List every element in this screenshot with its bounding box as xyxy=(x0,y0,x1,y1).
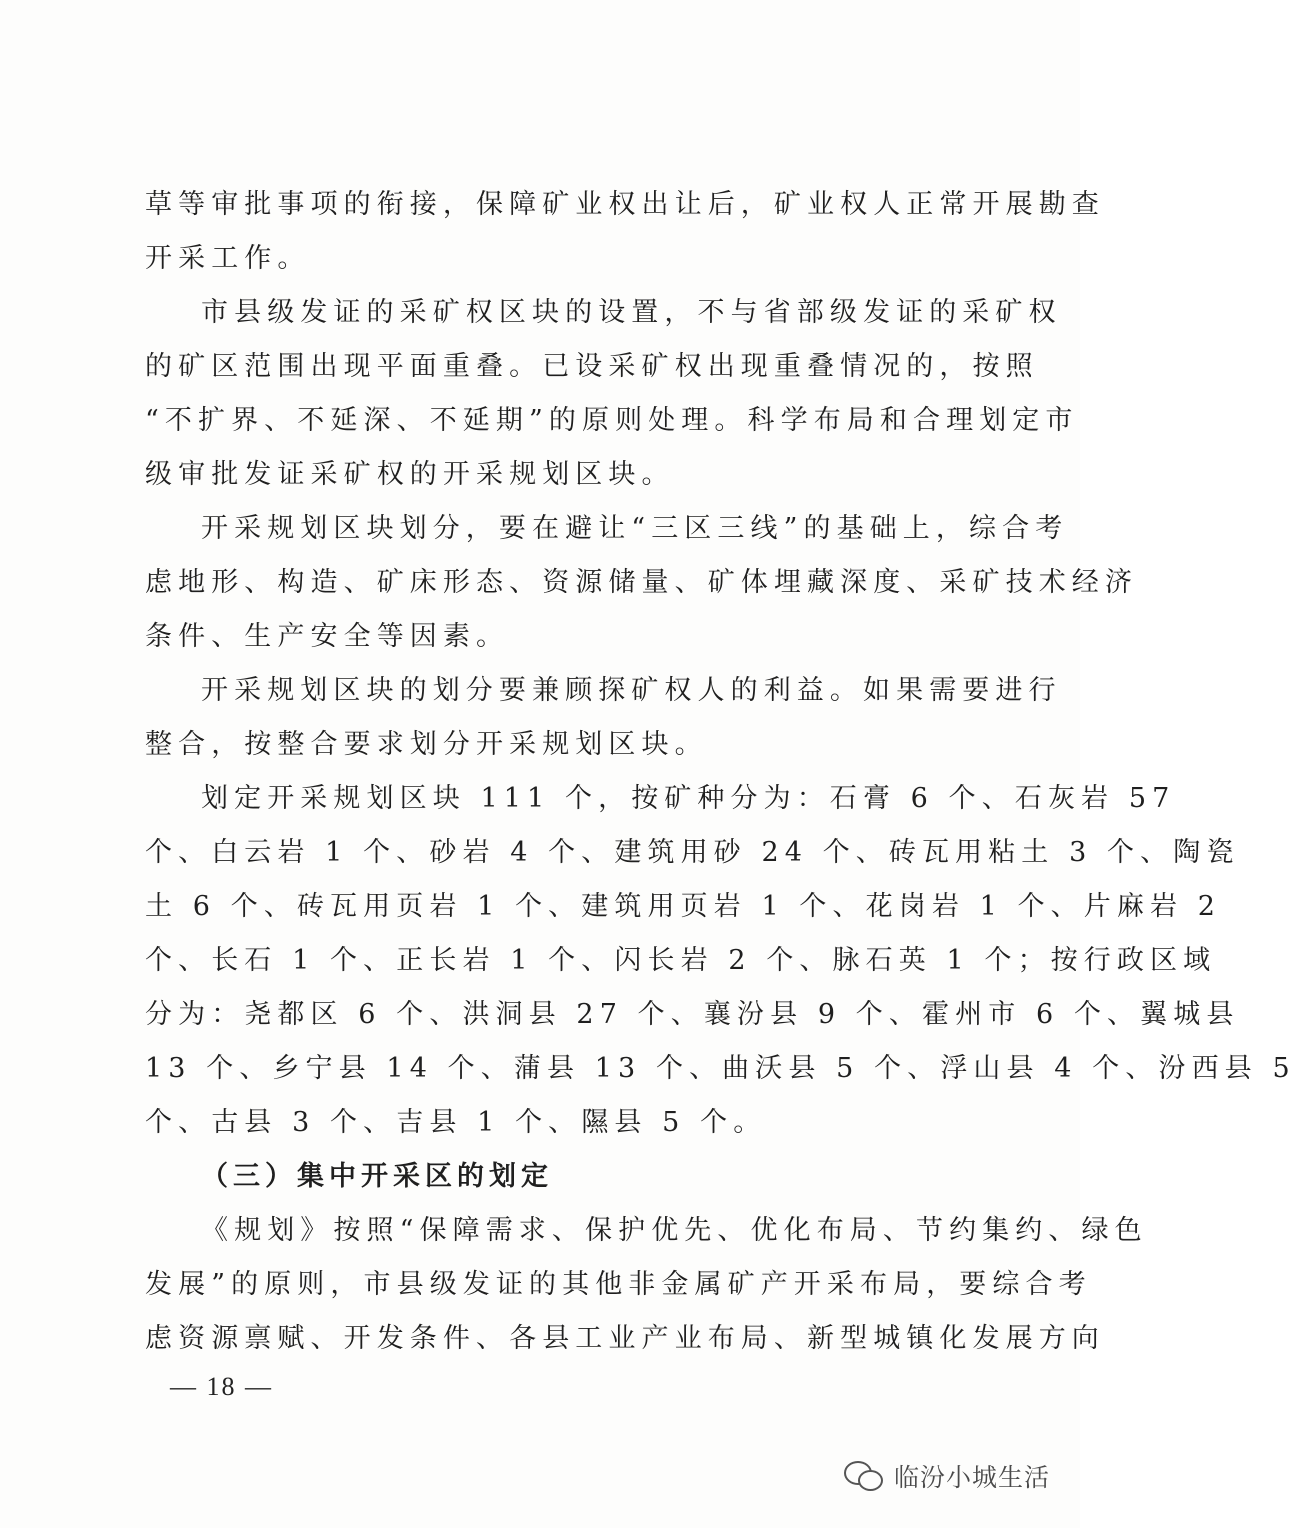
p2-line4: 级审批发证采矿权的开采规划区块。 xyxy=(145,459,675,490)
p5-line6: 13 个、乡宁县 14 个、蒲县 13 个、曲沃县 5 个、浮山县 4 个、汾西县 5 xyxy=(145,1053,1296,1084)
watermark-text: 临汾小城生活 xyxy=(893,1463,1050,1492)
wechat-icon xyxy=(844,1459,884,1493)
p2-line3: “不扩界、不延深、不延期”的原则处理。科学布局和合理划定市 xyxy=(145,405,1079,436)
p5-line7: 个、古县 3 个、吉县 1 个、隰县 5 个。 xyxy=(145,1107,767,1138)
p2-line1: 市县级发证的采矿权区块的设置，不与省部级发证的采矿权 xyxy=(201,297,1062,328)
p5-line4: 个、长石 1 个、正长岩 1 个、闪长岩 2 个、脉石英 1 个；按行政区域 xyxy=(145,945,1217,976)
p6-line2: 发展”的原则，市县级发证的其他非金属矿产开采布局，要综合考 xyxy=(145,1269,1092,1300)
p3-line1: 开采规划区块划分，要在避让“三区三线”的基础上，综合考 xyxy=(201,513,1069,544)
watermark xyxy=(844,1458,1050,1494)
p1-line1: 草等审批事项的衔接，保障矿业权出让后，矿业权人正常开展勘查 xyxy=(145,189,1105,220)
p3-line3: 条件、生产安全等因素。 xyxy=(145,621,510,652)
p5-line3: 土 6 个、砖瓦用页岩 1 个、建筑用页岩 1 个、花岗岩 1 个、片麻岩 2 xyxy=(145,891,1222,922)
p4-line1: 开采规划区块的划分要兼顾探矿权人的利益。如果需要进行 xyxy=(201,675,1062,706)
p6-line3: 虑资源禀赋、开发条件、各县工业产业布局、新型城镇化发展方向 xyxy=(145,1323,1105,1354)
p5-line2: 个、白云岩 1 个、砂岩 4 个、建筑用砂 24 个、砖瓦用粘土 3 个、陶瓷 xyxy=(145,837,1240,868)
body-text xyxy=(145,178,1296,1366)
p2-line2: 的矿区范围出现平面重叠。已设采矿权出现重叠情况的，按照 xyxy=(145,351,1039,382)
p3-line2: 虑地形、构造、矿床形态、资源储量、矿体埋藏深度、采矿技术经济 xyxy=(145,567,1138,598)
page-number: — 18 — xyxy=(170,1372,273,1401)
p5-line1: 划定开采规划区块 111 个，按矿种分为：石膏 6 个、石灰岩 57 xyxy=(201,783,1176,814)
section-heading: （三）集中开采区的划定 xyxy=(201,1161,553,1192)
p4-line2: 整合，按整合要求划分开采规划区块。 xyxy=(145,729,708,760)
p6-line1: 《规划》按照“保障需求、保护优先、优化布局、节约集约、绿色 xyxy=(201,1215,1148,1246)
p5-line5: 分为：尧都区 6 个、洪洞县 27 个、襄汾县 9 个、霍州市 6 个、翼城县 xyxy=(145,999,1240,1030)
p1-line2: 开采工作。 xyxy=(145,243,311,274)
